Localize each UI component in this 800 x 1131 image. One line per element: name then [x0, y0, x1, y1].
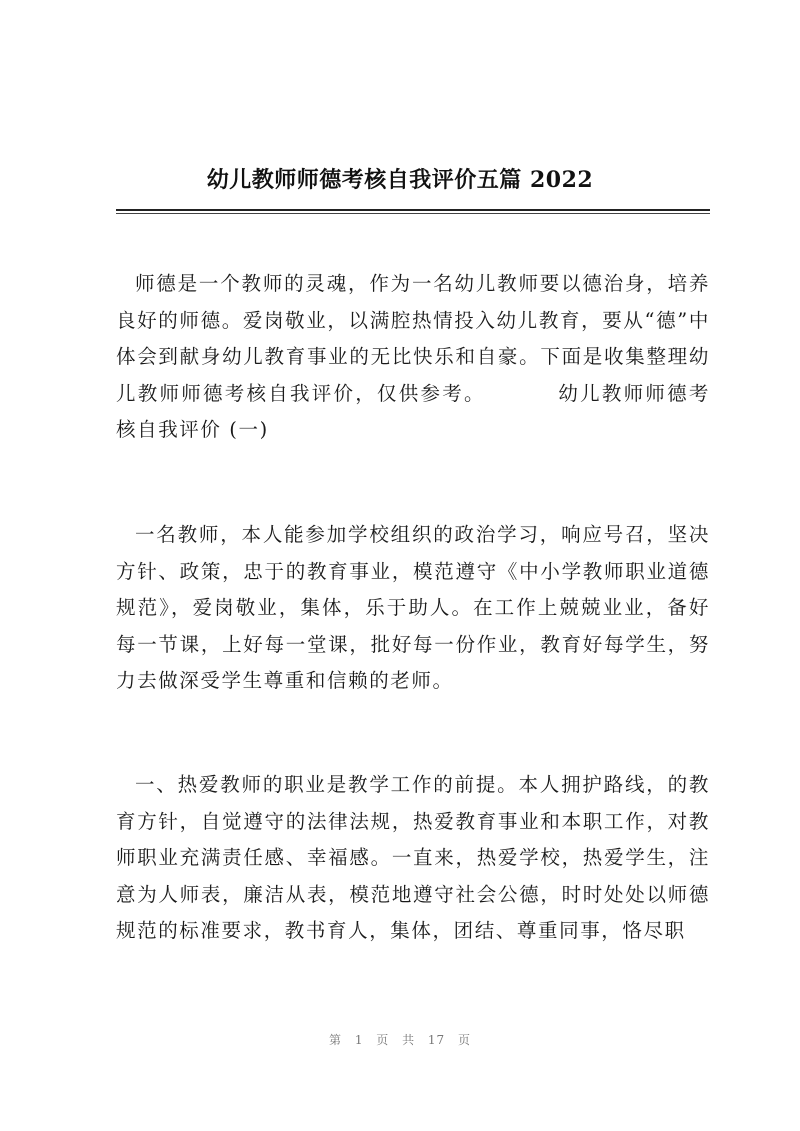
title-divider — [116, 209, 710, 211]
paragraph-3: 一、热爱教师的职业是教学工作的前提。本人拥护路线，的教育方针，自觉遵守的法律法规，热爱教育事业和本职工作，对教师职业充满责任感、幸福感。一直来，热爱学校，热爱学生，注意为人师表，廉洁从表，模范地遵守社会公德，时时处处以师德规范的标准要求，教书育人，集体，团结、尊重同事，恪尽职 — [116, 773, 710, 942]
document-title: 幼儿教师师德考核自我评价五篇 2022 — [206, 167, 594, 193]
paragraph-2: 一名教师，本人能参加学校组织的政治学习，响应号召，坚决方针、政策，忠于的教育事业，模范遵守《中小学教师职业道德规范》，爱岗敬业，集体，乐于助人。在工作上兢兢业业，备好每一节课，上好每一堂课，批好每一份作业，教育好每学生，努力去做深受学生尊重和信赖的老师。 — [116, 523, 710, 692]
intro-paragraph — [116, 266, 710, 449]
page-footer: 第 1 页 共 17 页 — [329, 1033, 471, 1047]
intro-text: 师德是一个教师的灵魂，作为一名幼儿教师要以德治身，培养良好的师德。爱岗敬业，以满腔热情投入幼儿教育，要从“德”中体会到献身幼儿教育事业的无比快乐和自豪。下面是收集整理幼儿教师师德考核自我评价，仅供参考。 — [116, 272, 710, 405]
title-divider-thin — [116, 213, 710, 214]
section-heading-1: 幼儿教师师德考核自我评价 (一) — [116, 381, 710, 441]
